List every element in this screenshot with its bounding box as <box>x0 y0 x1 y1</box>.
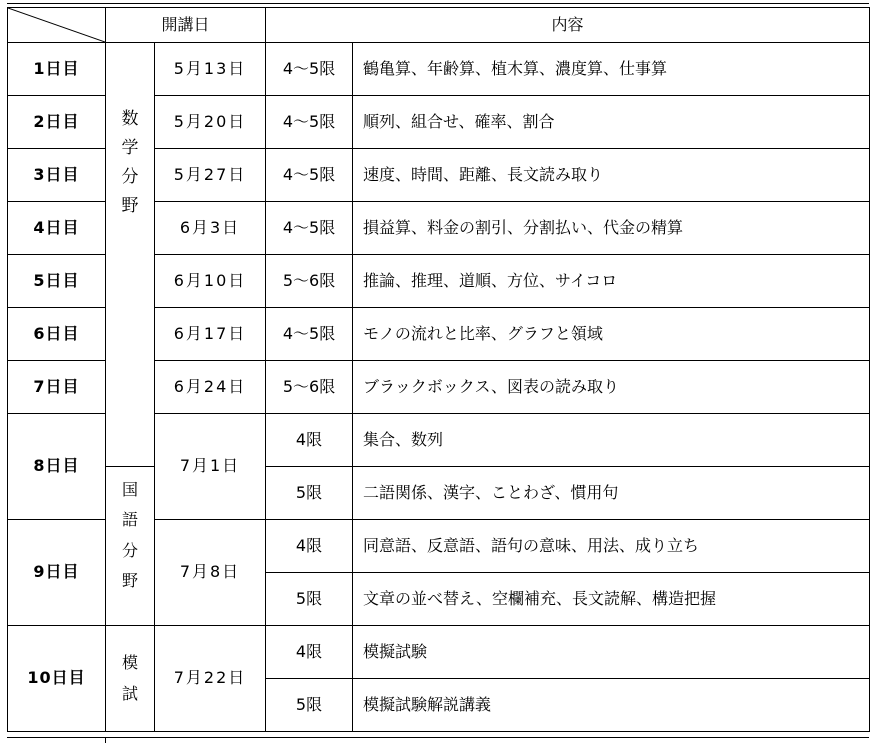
subject-char: 分 <box>121 540 138 560</box>
date-cell: 6月10日 <box>155 255 266 308</box>
subject-mock-text <box>120 648 139 709</box>
date-cell: 7月22日 <box>155 626 266 732</box>
subject-char: 模 <box>121 653 138 673</box>
diagonal-line <box>8 8 105 42</box>
content-cell: 鶴亀算、年齢算、植木算、濃度算、仕事算 <box>353 43 870 96</box>
day-label: 9日目 <box>8 520 106 626</box>
corner-cell <box>8 8 106 43</box>
schedule-table <box>7 7 870 732</box>
period-cell: 4～5限 <box>266 202 353 255</box>
date-cell: 6月17日 <box>155 308 266 361</box>
day-label: 3日目 <box>8 149 106 202</box>
table-row <box>8 626 870 679</box>
content-cell: 損益算、料金の割引、分割払い、代金の精算 <box>353 202 870 255</box>
day-label: 7日目 <box>8 361 106 414</box>
subject-japanese <box>106 467 155 626</box>
header-date: 開講日 <box>106 8 266 43</box>
header-content: 内容 <box>266 8 870 43</box>
table-row <box>8 467 870 520</box>
subject-char: 試 <box>121 683 138 703</box>
content-cell: 順列、組合せ、確率、割合 <box>353 96 870 149</box>
subject-math <box>106 43 155 467</box>
header-row <box>8 8 870 43</box>
content-cell: モノの流れと比率、グラフと領域 <box>353 308 870 361</box>
date-cell: 6月3日 <box>155 202 266 255</box>
date-cell: 5月20日 <box>155 96 266 149</box>
content-cell: 文章の並べ替え、空欄補充、長文読解、構造把握 <box>353 573 870 626</box>
bottom-border <box>7 737 869 743</box>
date-cell: 7月1日 <box>155 414 266 520</box>
subject-char: 野 <box>121 195 139 216</box>
period-cell: 4限 <box>266 520 353 573</box>
period-cell: 4～5限 <box>266 43 353 96</box>
period-cell: 4～5限 <box>266 308 353 361</box>
subject-mock <box>106 626 155 732</box>
day-label: 1日目 <box>8 43 106 96</box>
subject-char: 数 <box>121 109 139 129</box>
day-label: 5日目 <box>8 255 106 308</box>
period-cell: 5～6限 <box>266 255 353 308</box>
content-cell: 模擬試験 <box>353 626 870 679</box>
content-cell: 模擬試験解説講義 <box>353 679 870 732</box>
subject-japanese-text <box>120 475 139 597</box>
content-cell: 二語関係、漢字、ことわざ、慣用句 <box>353 467 870 520</box>
date-cell: 7月8日 <box>155 520 266 626</box>
date-cell: 5月13日 <box>155 43 266 96</box>
period-cell: 4限 <box>266 414 353 467</box>
date-cell: 6月24日 <box>155 361 266 414</box>
period-cell: 4限 <box>266 626 353 679</box>
subject-char: 国 <box>121 480 138 499</box>
date-cell: 5月27日 <box>155 149 266 202</box>
subject-char: 語 <box>121 510 138 530</box>
subject-char: 学 <box>121 137 139 158</box>
table-row <box>8 43 870 96</box>
subject-math-text <box>120 105 139 221</box>
period-cell: 5限 <box>266 467 353 520</box>
day-label: 6日目 <box>8 308 106 361</box>
day-label: 10日目 <box>8 626 106 732</box>
period-cell: 4～5限 <box>266 149 353 202</box>
content-cell: 速度、時間、距離、長文読み取り <box>353 149 870 202</box>
top-border <box>7 0 869 4</box>
content-cell: 推論、推理、道順、方位、サイコロ <box>353 255 870 308</box>
day-label: 2日目 <box>8 96 106 149</box>
period-cell: 4～5限 <box>266 96 353 149</box>
day-label: 8日目 <box>8 414 106 520</box>
period-cell: 5限 <box>266 679 353 732</box>
content-cell: 同意語、反意語、語句の意味、用法、成り立ち <box>353 520 870 573</box>
subject-char: 野 <box>121 571 138 591</box>
day-label: 4日目 <box>8 202 106 255</box>
subject-char: 分 <box>121 166 139 187</box>
period-cell: 5限 <box>266 573 353 626</box>
content-cell: 集合、数列 <box>353 414 870 467</box>
content-cell: ブラックボックス、図表の読み取り <box>353 361 870 414</box>
period-cell: 5～6限 <box>266 361 353 414</box>
